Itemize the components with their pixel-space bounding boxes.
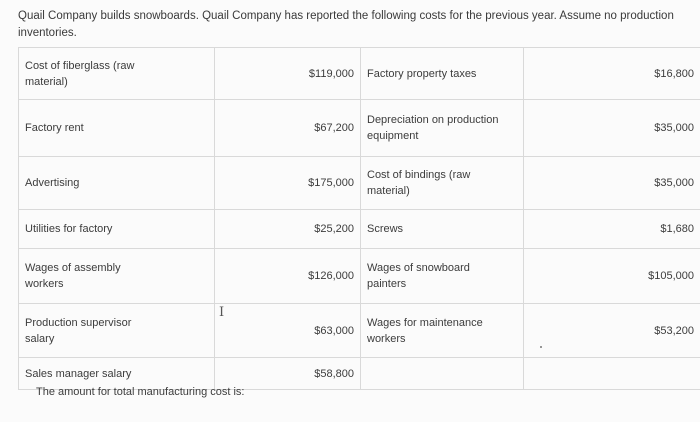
cost-label: Factory rent [19, 100, 215, 157]
table-row [19, 157, 700, 210]
table-row [19, 358, 700, 390]
table-row [19, 48, 700, 100]
cost-label: Wages for maintenance workers [361, 304, 524, 358]
cost-amount: $35,000 [524, 157, 700, 210]
table-row [19, 210, 700, 249]
text-cursor-icon: I [219, 305, 225, 320]
cost-label: Depreciation on production equipment [361, 100, 524, 157]
cost-label: Sales manager salary [19, 358, 215, 390]
cost-amount: $58,800 [215, 358, 361, 390]
question-prompt: The amount for total manufacturing cost is: [36, 386, 245, 398]
cost-amount: $67,200 [215, 100, 361, 157]
cost-label: Screws [361, 210, 524, 249]
cost-amount: $53,200 [524, 304, 700, 358]
cost-label: Production supervisor salary [19, 304, 215, 358]
cost-amount: $35,000 [524, 100, 700, 157]
cost-amount: $63,000 [215, 304, 361, 358]
cost-label [361, 358, 524, 390]
table-row [19, 100, 700, 157]
mouse-dot [540, 346, 542, 348]
cost-label: Utilities for factory [19, 210, 215, 249]
cost-amount [524, 358, 700, 390]
cost-amount: $126,000 [215, 249, 361, 304]
cost-label: Advertising [19, 157, 215, 210]
cost-label: Cost of bindings (raw material) [361, 157, 524, 210]
cost-table [18, 47, 700, 390]
table-row [19, 304, 700, 358]
cost-label: Factory property taxes [361, 48, 524, 100]
cost-amount: $25,200 [215, 210, 361, 249]
cost-label: Wages of snowboard painters [361, 249, 524, 304]
problem-intro: Quail Company builds snowboards. Quail Company has reported the following costs for the previous year. Assume no production inventories. [18, 10, 674, 39]
cost-amount: $1,680 [524, 210, 700, 249]
cost-amount: $119,000 [215, 48, 361, 100]
cost-amount: $16,800 [524, 48, 700, 100]
cost-label: Cost of fiberglass (raw material) [19, 48, 215, 100]
cost-amount: $105,000 [524, 249, 700, 304]
cost-amount: $175,000 [215, 157, 361, 210]
table-row [19, 249, 700, 304]
cost-label: Wages of assembly workers [19, 249, 215, 304]
